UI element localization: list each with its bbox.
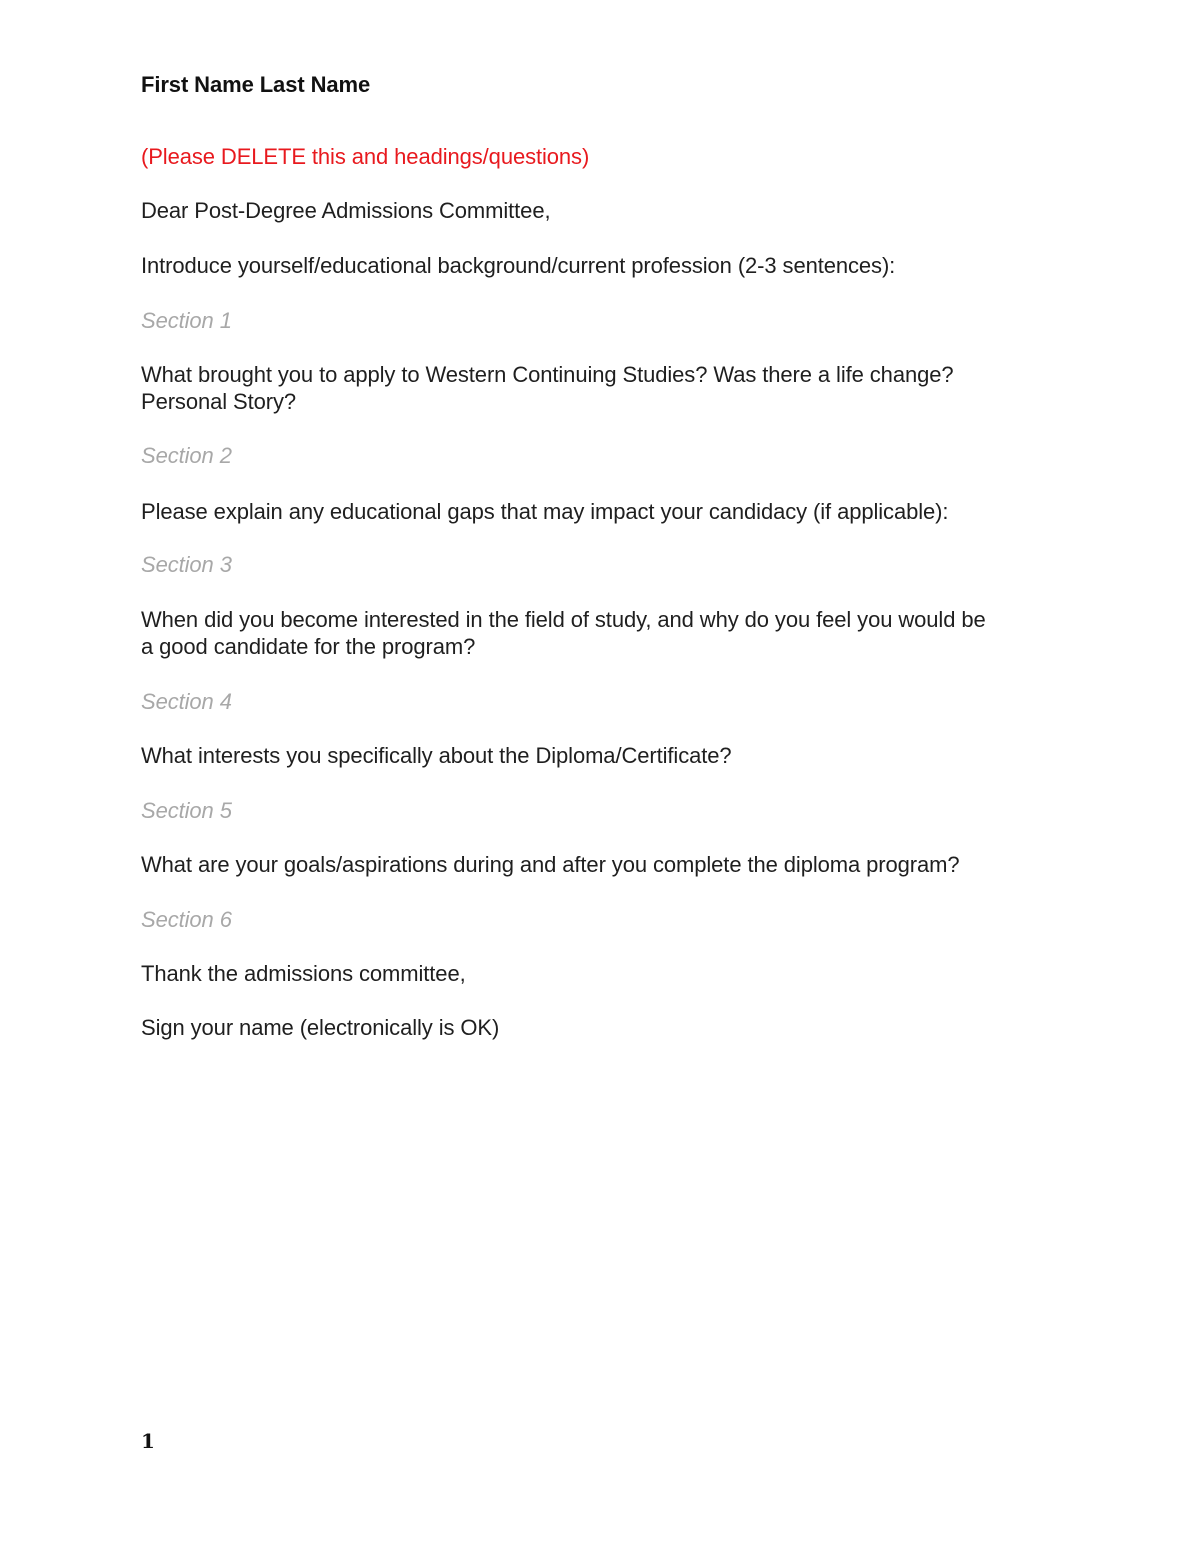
section-3-prompt-line-2: a good candidate for the program? (141, 634, 476, 659)
section-2-prompt-line-1: Please explain any educational gaps that may impact your candidacy (if applicable): (141, 499, 949, 524)
section-6-heading: Section 6 (141, 907, 232, 932)
page-number: 1 (141, 1429, 155, 1453)
section-3-prompt-line-1: When did you become interested in the field of study, and why do you feel you would be (141, 607, 986, 632)
intro-prompt: Introduce yourself/educational background/current profession (2-3 sentences): (141, 253, 896, 278)
salutation: Dear Post-Degree Admissions Committee, (141, 198, 551, 223)
section-5-prompt-line-1: What are your goals/aspirations during and after you complete the diploma program? (141, 852, 960, 877)
section-1-prompt-line-2: Personal Story? (141, 389, 297, 414)
section-4-heading: Section 4 (141, 689, 232, 714)
delete-instruction: (Please DELETE this and headings/questions) (141, 144, 590, 169)
section-3-heading: Section 3 (141, 552, 232, 577)
section-2-heading: Section 2 (141, 443, 232, 468)
section-5-heading: Section 5 (141, 798, 232, 823)
section-4-prompt-line-1: What interests you specifically about the Diploma/Certificate? (141, 743, 732, 768)
section-6-prompt-line-1: Thank the admissions committee, (141, 961, 466, 986)
name-heading: First Name Last Name (141, 72, 371, 97)
section-1-prompt-line-1: What brought you to apply to Western Continuing Studies? Was there a life change? (141, 362, 954, 387)
closing-signature-prompt: Sign your name (electronically is OK) (141, 1015, 500, 1040)
section-1-heading: Section 1 (141, 308, 232, 333)
